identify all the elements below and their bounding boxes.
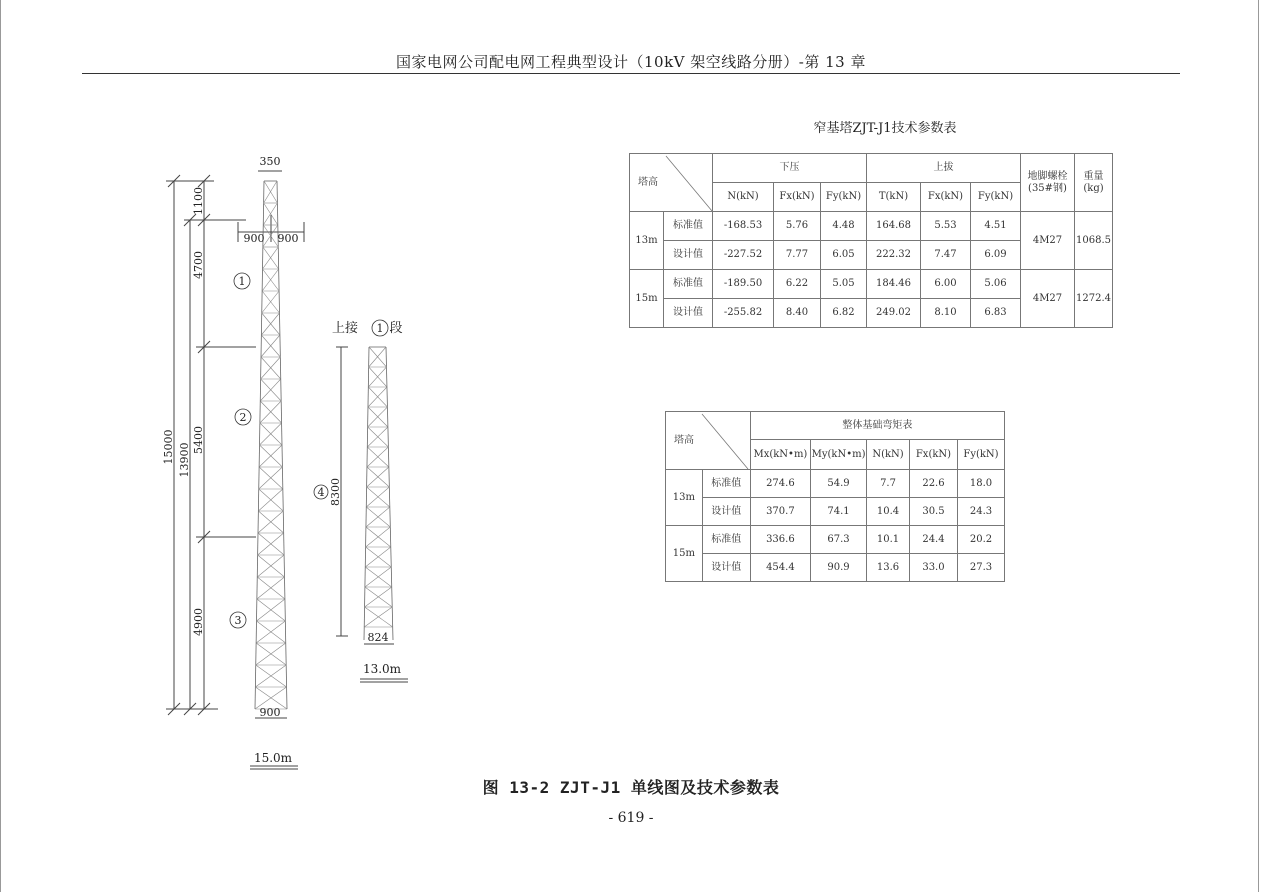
table1-col: N(kN) [713,183,774,212]
table1-group-up: 上拔 [867,154,1021,183]
cell: 8.10 [921,299,971,328]
section-marker-3: 3 [234,614,242,627]
tower15-label: 15.0m [253,751,293,765]
table1-corner [630,154,713,212]
cell: 454.4 [750,554,810,582]
table2-row-type: 标准值 [702,470,750,498]
table1-title: 窄基塔ZJT-J1技术参数表 [813,121,957,136]
cell: 7.47 [921,241,971,270]
section-marker-4: 4 [317,486,325,499]
tower15-base-width: 900 [259,706,281,719]
dim-4700: 4700 [192,251,205,279]
cell: 7.7 [867,470,910,498]
cell: 370.7 [750,498,810,526]
tower13-title-prefix: 上接 [331,321,359,336]
table2-title: 整体基础弯矩表 [750,412,1004,440]
foundation-moment-table [665,411,1005,582]
table2-col: Fy(kN) [957,440,1004,470]
cell: -168.53 [713,212,774,241]
cell: 6.82 [821,299,867,328]
cell: 6.09 [971,241,1021,270]
table2-row-type: 标准值 [702,526,750,554]
cell: -189.50 [713,270,774,299]
table1-row-type: 标准值 [664,270,713,299]
cell: 5.76 [774,212,821,241]
table1-row-type: 设计值 [664,299,713,328]
cell: 5.06 [971,270,1021,299]
table2-height: 13m [666,470,703,526]
dim-1100: 1100 [192,187,205,215]
cell: 27.3 [957,554,1004,582]
cell: 7.77 [774,241,821,270]
cell: 5.53 [921,212,971,241]
table1-weight: 1272.4 [1075,270,1113,328]
table2-head-tower: 塔高 [674,435,694,446]
cell: 274.6 [750,470,810,498]
cell: 13.6 [867,554,910,582]
table-row [630,212,1113,241]
cell: 164.68 [867,212,921,241]
cell: 24.4 [909,526,957,554]
cell: 18.0 [957,470,1004,498]
table2-corner [666,412,751,470]
cell: 249.02 [867,299,921,328]
table-row [630,270,1113,299]
table1-row-type: 标准值 [664,212,713,241]
table1-weight: 1068.5 [1075,212,1113,270]
tower15-arm-left: 900 [243,232,265,245]
table-row [666,554,1005,582]
header-title: 国家电网公司配电网工程典型设计（10kV 架空线路分册）-第 13 章 [396,53,866,71]
table1-col: T(kN) [867,183,921,212]
table2-height: 15m [666,526,703,582]
table1-col: Fy(kN) [821,183,867,212]
table1-head-tower: 塔高 [638,177,658,188]
cell: -227.52 [713,241,774,270]
dim-5400: 5400 [192,426,205,454]
table1-bolt: 4M27 [1021,212,1075,270]
table2-row-type: 设计值 [702,554,750,582]
cell: 5.05 [821,270,867,299]
table2-col: N(kN) [867,440,910,470]
figure-caption: 图 13-2 ZJT-J1 单线图及技术参数表 [482,778,780,797]
tower13-height: 8300 [329,478,342,506]
table2-row-type: 设计值 [702,498,750,526]
cell: 20.2 [957,526,1004,554]
cell: 4.51 [971,212,1021,241]
page-number: - 619 - [608,810,654,826]
cell: 8.40 [774,299,821,328]
table1-col: Fx(kN) [921,183,971,212]
cell: 33.0 [909,554,957,582]
dim-13900: 13900 [178,442,191,478]
tower13-title-num: 1 [376,322,384,335]
tower13-title-suffix: 段 [389,321,403,336]
table1-height: 15m [630,270,664,328]
table1-col: Fx(kN) [774,183,821,212]
section-marker-2: 2 [239,411,247,424]
table2-col: My(kN•m) [811,440,867,470]
table1-row-type: 设计值 [664,241,713,270]
tower15-arm-right: 900 [277,232,299,245]
cell: 24.3 [957,498,1004,526]
cell: 10.1 [867,526,910,554]
table1-bolt-header: 地脚螺栓 (35#钢) [1021,154,1075,212]
cell: 222.32 [867,241,921,270]
tech-param-table [629,153,1113,328]
cell: 74.1 [811,498,867,526]
cell: 336.6 [750,526,810,554]
table1-weight-header: 重量 (kg) [1075,154,1113,212]
cell: 30.5 [909,498,957,526]
section-marker-1: 1 [238,275,246,288]
table1-group-down: 下压 [713,154,867,183]
table2-col: Fx(kN) [909,440,957,470]
page-frame-right [1258,0,1259,892]
tower13-label: 13.0m [362,662,402,676]
cell: 67.3 [811,526,867,554]
cell: 6.00 [921,270,971,299]
cell: 54.9 [811,470,867,498]
cell: 22.6 [909,470,957,498]
cell: -255.82 [713,299,774,328]
table1-col: Fy(kN) [971,183,1021,212]
cell: 184.46 [867,270,921,299]
table-row [666,526,1005,554]
cell: 6.83 [971,299,1021,328]
cell: 90.9 [811,554,867,582]
cell: 10.4 [867,498,910,526]
table1-height: 13m [630,212,664,270]
cell: 6.22 [774,270,821,299]
tower13-base-width: 824 [367,631,389,644]
table-row [666,470,1005,498]
table2-col: Mx(kN•m) [750,440,810,470]
tower-drawing [0,0,640,780]
dim-15000: 15000 [162,429,175,465]
table-row [666,498,1005,526]
cell: 4.48 [821,212,867,241]
tower15-top-width: 350 [259,155,281,168]
cell: 6.05 [821,241,867,270]
dim-4900: 4900 [192,608,205,636]
table1-bolt: 4M27 [1021,270,1075,328]
